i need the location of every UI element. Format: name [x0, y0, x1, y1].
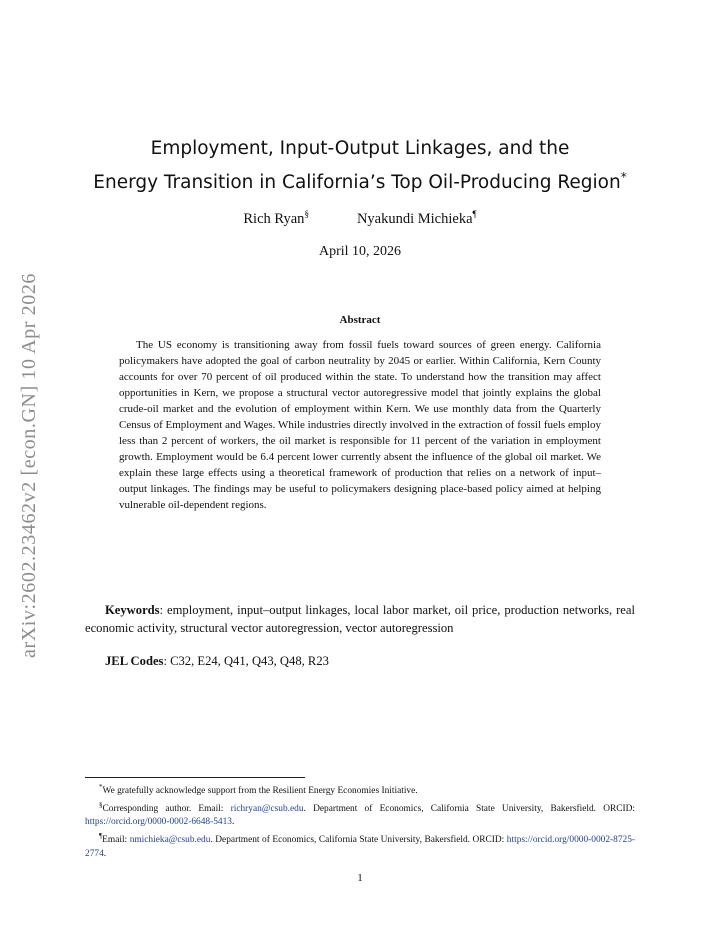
footnotes: [85, 781, 635, 861]
footnote-text: . Department of Economics, California State University, Bakersfield. ORCID:: [210, 835, 507, 846]
author-mark: §: [304, 209, 309, 219]
keywords-label: Keywords: [105, 603, 160, 617]
email-link-michieka[interactable]: nmichieka@csub.edu: [129, 835, 211, 846]
keywords-paragraph: [85, 601, 635, 637]
author-michieka: [357, 209, 477, 228]
footnote-rule: [85, 777, 305, 778]
footnote-text: . Department of Economics, California State University, Bakersfield. ORCID:: [303, 803, 635, 814]
arxiv-stamp: [12, 245, 48, 685]
footnote-thanks: [85, 781, 635, 799]
footnote-text: .: [231, 817, 235, 828]
jel-codes-paragraph: [85, 652, 635, 670]
author-list: [0, 209, 720, 228]
jel-text: : C32, E24, Q41, Q43, Q48, R23: [163, 654, 329, 668]
title-line-2: Energy Transition in California’s Top Oil-Producing Region: [93, 172, 621, 194]
footnote-text: We gratefully acknowledge support from the Resilient Energy Economies Initiative.: [102, 786, 418, 797]
author-name: Nyakundi Michieka: [356, 210, 473, 227]
paper-date: April 10, 2026: [318, 244, 402, 259]
keywords-text: : employment, input–output linkages, local labor market, oil price, production networks, real economic activity, structural vector autoregression, vector autoregression: [85, 603, 635, 635]
footnote-mark: §: [99, 800, 103, 809]
footnote-mark: ¶: [99, 832, 103, 841]
footnote-text: Email:: [102, 835, 130, 846]
author-mark: ¶: [472, 209, 477, 219]
orcid-link-michieka[interactable]: https://orcid.org/0000-0002-8725-2774: [85, 835, 635, 859]
footnote-michieka: [85, 830, 635, 861]
jel-label: JEL Codes: [105, 654, 164, 668]
title-line-1: Employment, Input-Output Linkages, and the: [150, 138, 570, 159]
orcid-link-ryan[interactable]: https://orcid.org/0000-0002-6648-5413: [85, 817, 232, 828]
title-footnote-mark: *: [620, 170, 627, 184]
author-ryan: [243, 209, 309, 228]
footnote-mark: *: [99, 783, 103, 791]
footnote-text: .: [103, 848, 107, 859]
footnote-text: Corresponding author. Email:: [102, 803, 231, 814]
paper-title: [60, 134, 660, 197]
abstract-body: The US economy is transitioning away from fossil fuels toward sources of green energy. California policymakers have adopted the goal of carbon neutrality by 2045 or earlier. Within California, Kern County accounts for over 70 percent of oil produced within the state. To understand how the transition may affect opportunities in Kern, we propose a structural vector autoregressive model that jointly explains the global crude-oil market and the evolution of employment within Kern. We use monthly data from the Quarterly Census of Employment and Wages. While industries directly involved in the extraction of fossil fuels employ less than 2 percent of workers, the oil market is responsible for 11 percent of the variation in employment growth. Employment would be 6.4 percent lower currently absent the influence of the global oil market. We explain these large effects using a theoretical framework of production that relies on a network of input–output linkages. The findings may be useful to policymakers designing place-based policy aimed at helping vulnerable oil-dependent regions.: [119, 339, 601, 511]
page-number: 1: [357, 872, 363, 884]
abstract-heading: Abstract: [339, 314, 381, 326]
arxiv-stamp-text: arXiv:2602.23462v2 [econ.GN] 10 Apr 2026: [18, 272, 41, 658]
email-link-ryan[interactable]: richryan@csub.edu: [230, 803, 304, 814]
footnote-ryan: [85, 799, 635, 830]
author-name: Rich Ryan: [243, 210, 305, 227]
